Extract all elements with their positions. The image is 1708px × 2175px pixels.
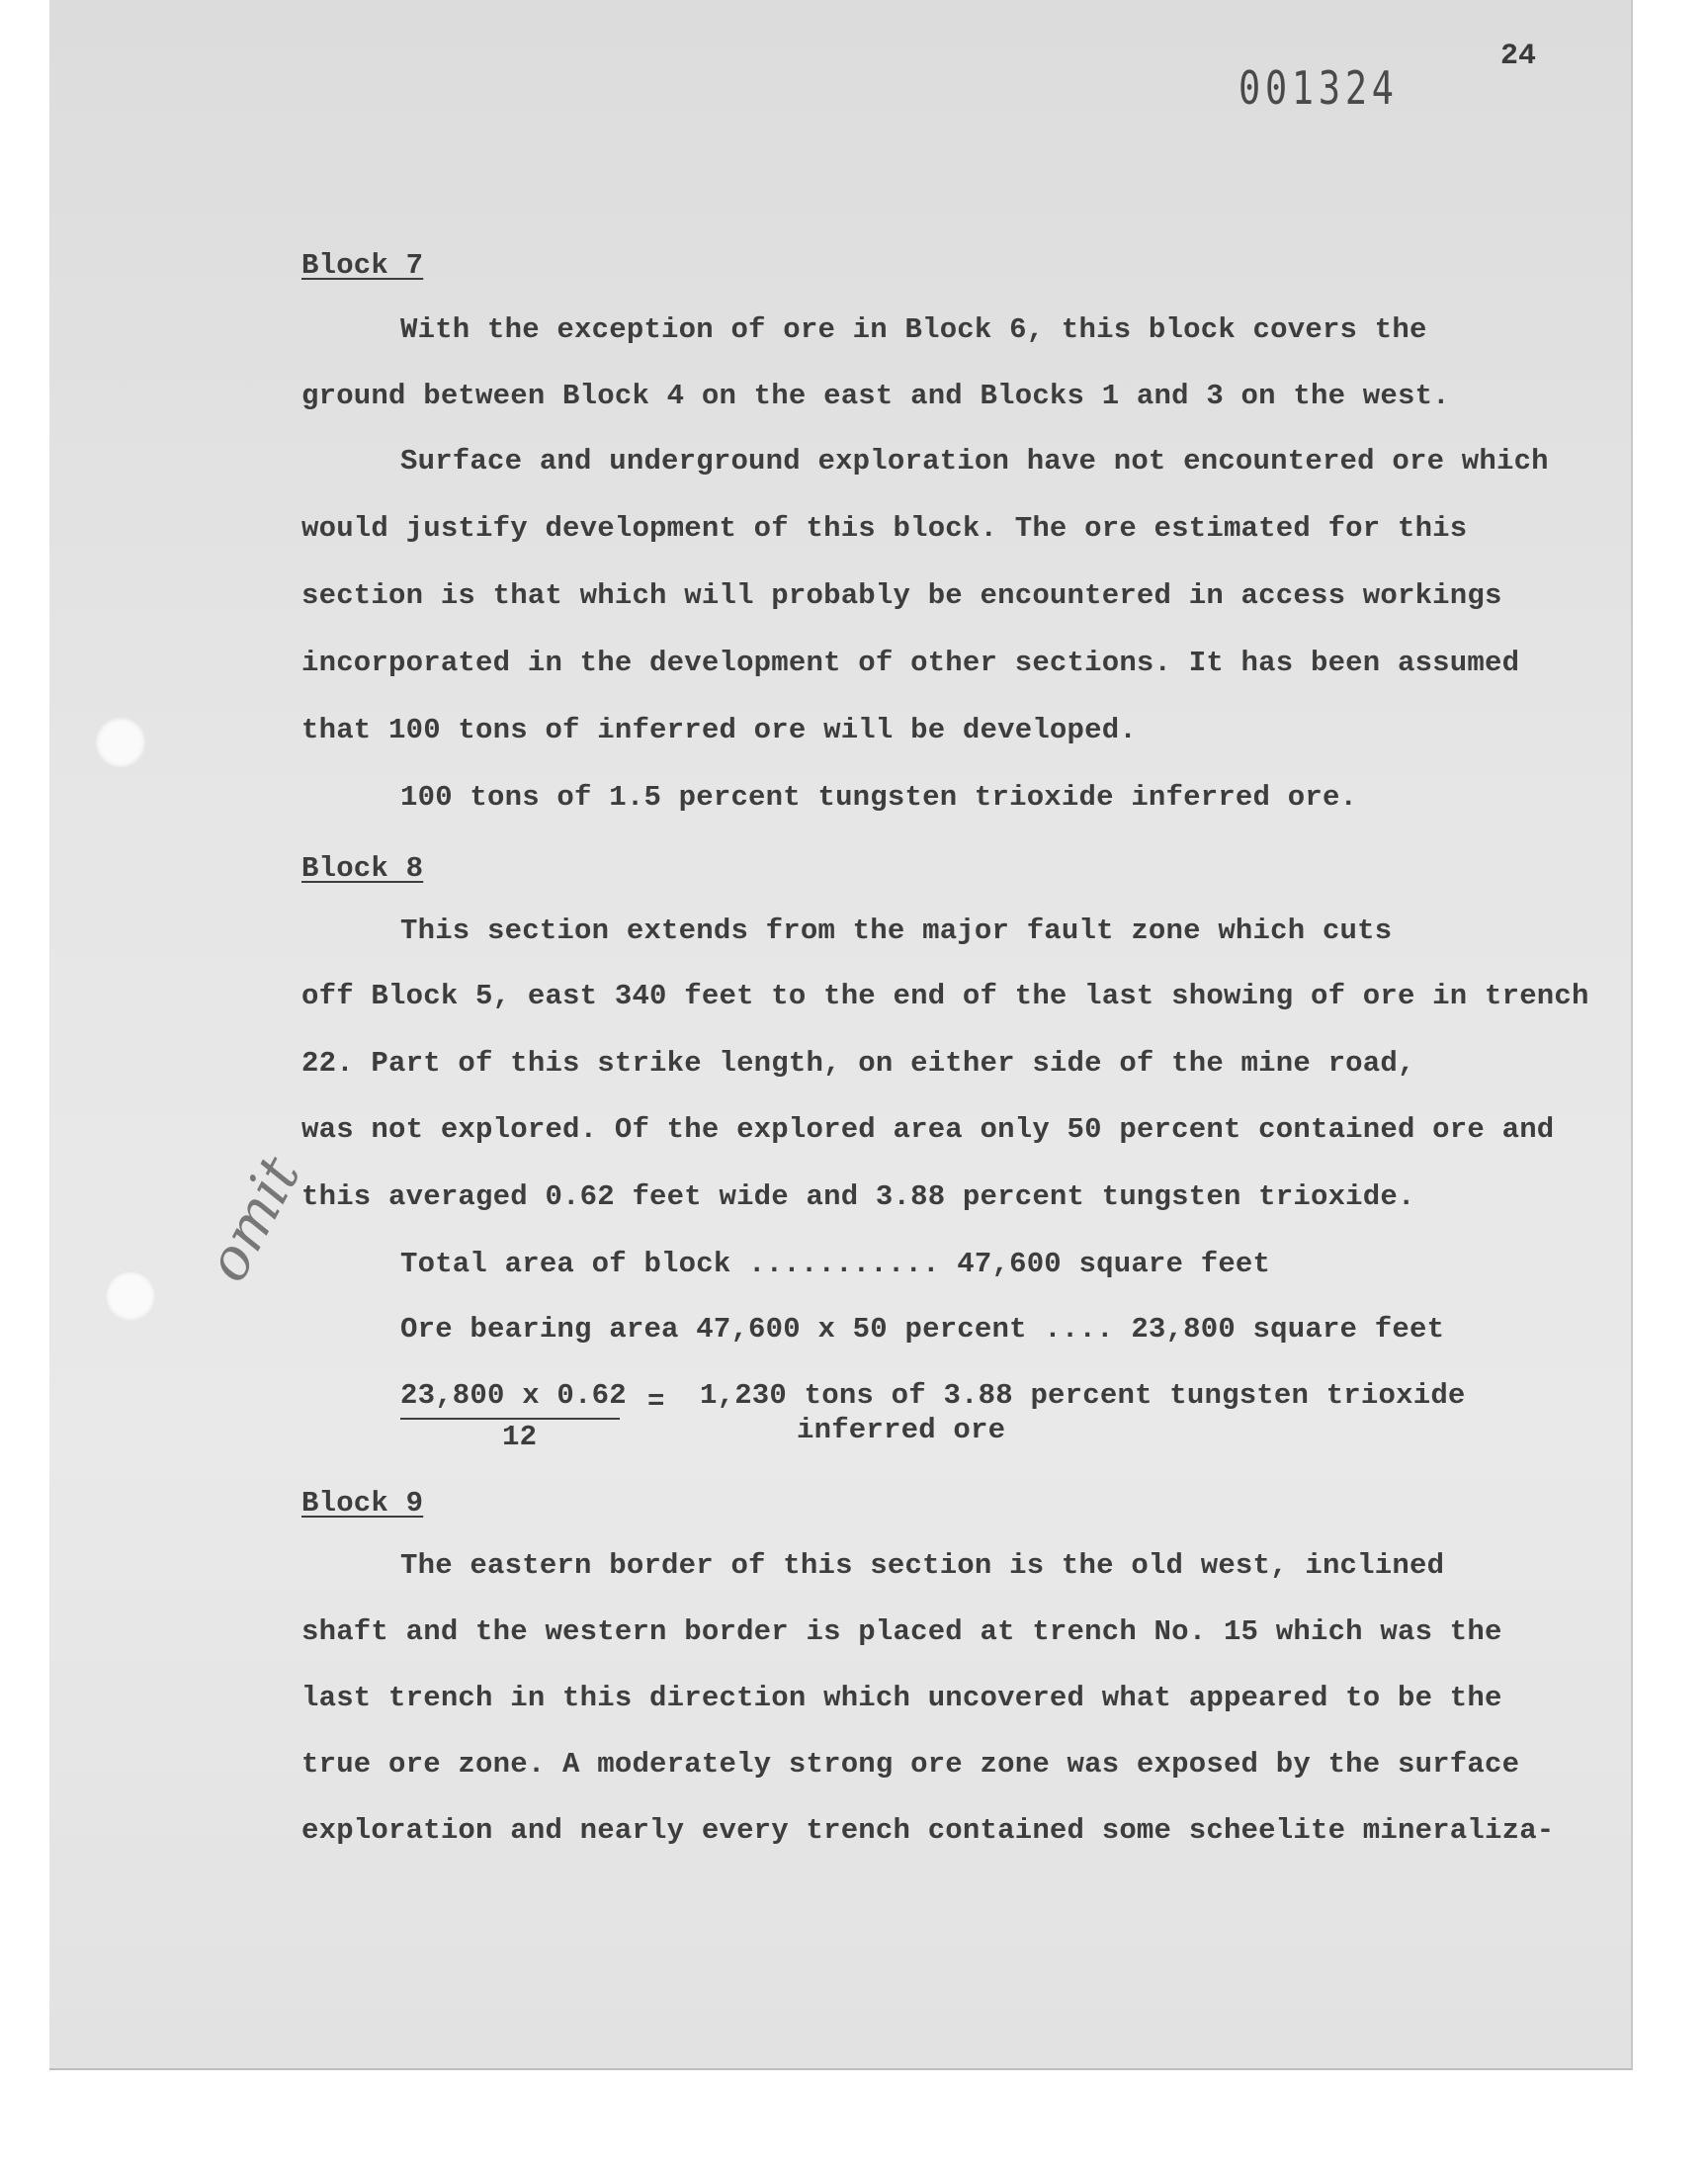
block8-total-area: Total area of block ........... 47,600 square feet xyxy=(400,1248,1271,1280)
block8-line: was not explored. Of the explored area only 50 percent contained ore and xyxy=(301,1113,1555,1146)
block9-line: last trench in this direction which uncovered what appeared to be the xyxy=(301,1682,1502,1714)
block7-heading: Block 7 xyxy=(301,249,424,282)
document-stamp-number: 001324 xyxy=(1238,61,1399,115)
block7-line: Surface and underground exploration have not encountered ore which xyxy=(400,445,1549,478)
margin-note-omit: omit xyxy=(193,1145,313,1292)
punch-hole-upper xyxy=(95,717,146,768)
block8-equals-sign: = xyxy=(647,1385,665,1418)
block8-line: this averaged 0.62 feet wide and 3.88 percent tungsten trioxide. xyxy=(301,1180,1415,1213)
block9-heading: Block 9 xyxy=(301,1487,424,1520)
block8-line: off Block 5, east 340 feet to the end of the last showing of ore in trench xyxy=(301,980,1589,1012)
block7-line: section is that which will probably be encountered in access workings xyxy=(301,579,1502,612)
block8-result-continued: inferred ore xyxy=(797,1414,1006,1446)
block9-line: The eastern border of this section is the old west, inclined xyxy=(400,1549,1445,1582)
block9-line: shaft and the western border is placed at trench No. 15 which was the xyxy=(301,1615,1502,1648)
block9-line: exploration and nearly every trench contained some scheelite mineraliza- xyxy=(301,1814,1555,1847)
block8-line: This section extends from the major fault zone which cuts xyxy=(400,914,1393,947)
block8-fraction-numerator: 23,800 x 0.62 xyxy=(400,1379,627,1412)
block7-summary: 100 tons of 1.5 percent tungsten trioxide inferred ore. xyxy=(400,781,1358,814)
block7-line: ground between Block 4 on the east and Blocks 1 and 3 on the west. xyxy=(301,380,1450,412)
block7-line: would justify development of this block. The ore estimated for this xyxy=(301,512,1468,545)
block7-line: With the exception of ore in Block 6, this block covers the xyxy=(400,313,1427,346)
block9-line: true ore zone. A moderately strong ore zone was exposed by the surface xyxy=(301,1748,1520,1781)
block8-fraction-denominator: 12 xyxy=(502,1421,538,1453)
block7-line: incorporated in the development of other sections. It has been assumed xyxy=(301,647,1520,679)
block8-ore-bearing-area: Ore bearing area 47,600 x 50 percent .... 23,800 square feet xyxy=(400,1313,1445,1346)
fraction-bar xyxy=(400,1418,620,1420)
punch-hole-lower xyxy=(105,1270,156,1322)
block8-heading: Block 8 xyxy=(301,852,424,885)
block8-line: 22. Part of this strike length, on either side of the mine road, xyxy=(301,1047,1415,1080)
page-number: 24 xyxy=(1500,40,1537,73)
block7-line: that 100 tons of inferred ore will be developed. xyxy=(301,714,1137,746)
block8-result: 1,230 tons of 3.88 percent tungsten trioxide xyxy=(700,1379,1466,1412)
